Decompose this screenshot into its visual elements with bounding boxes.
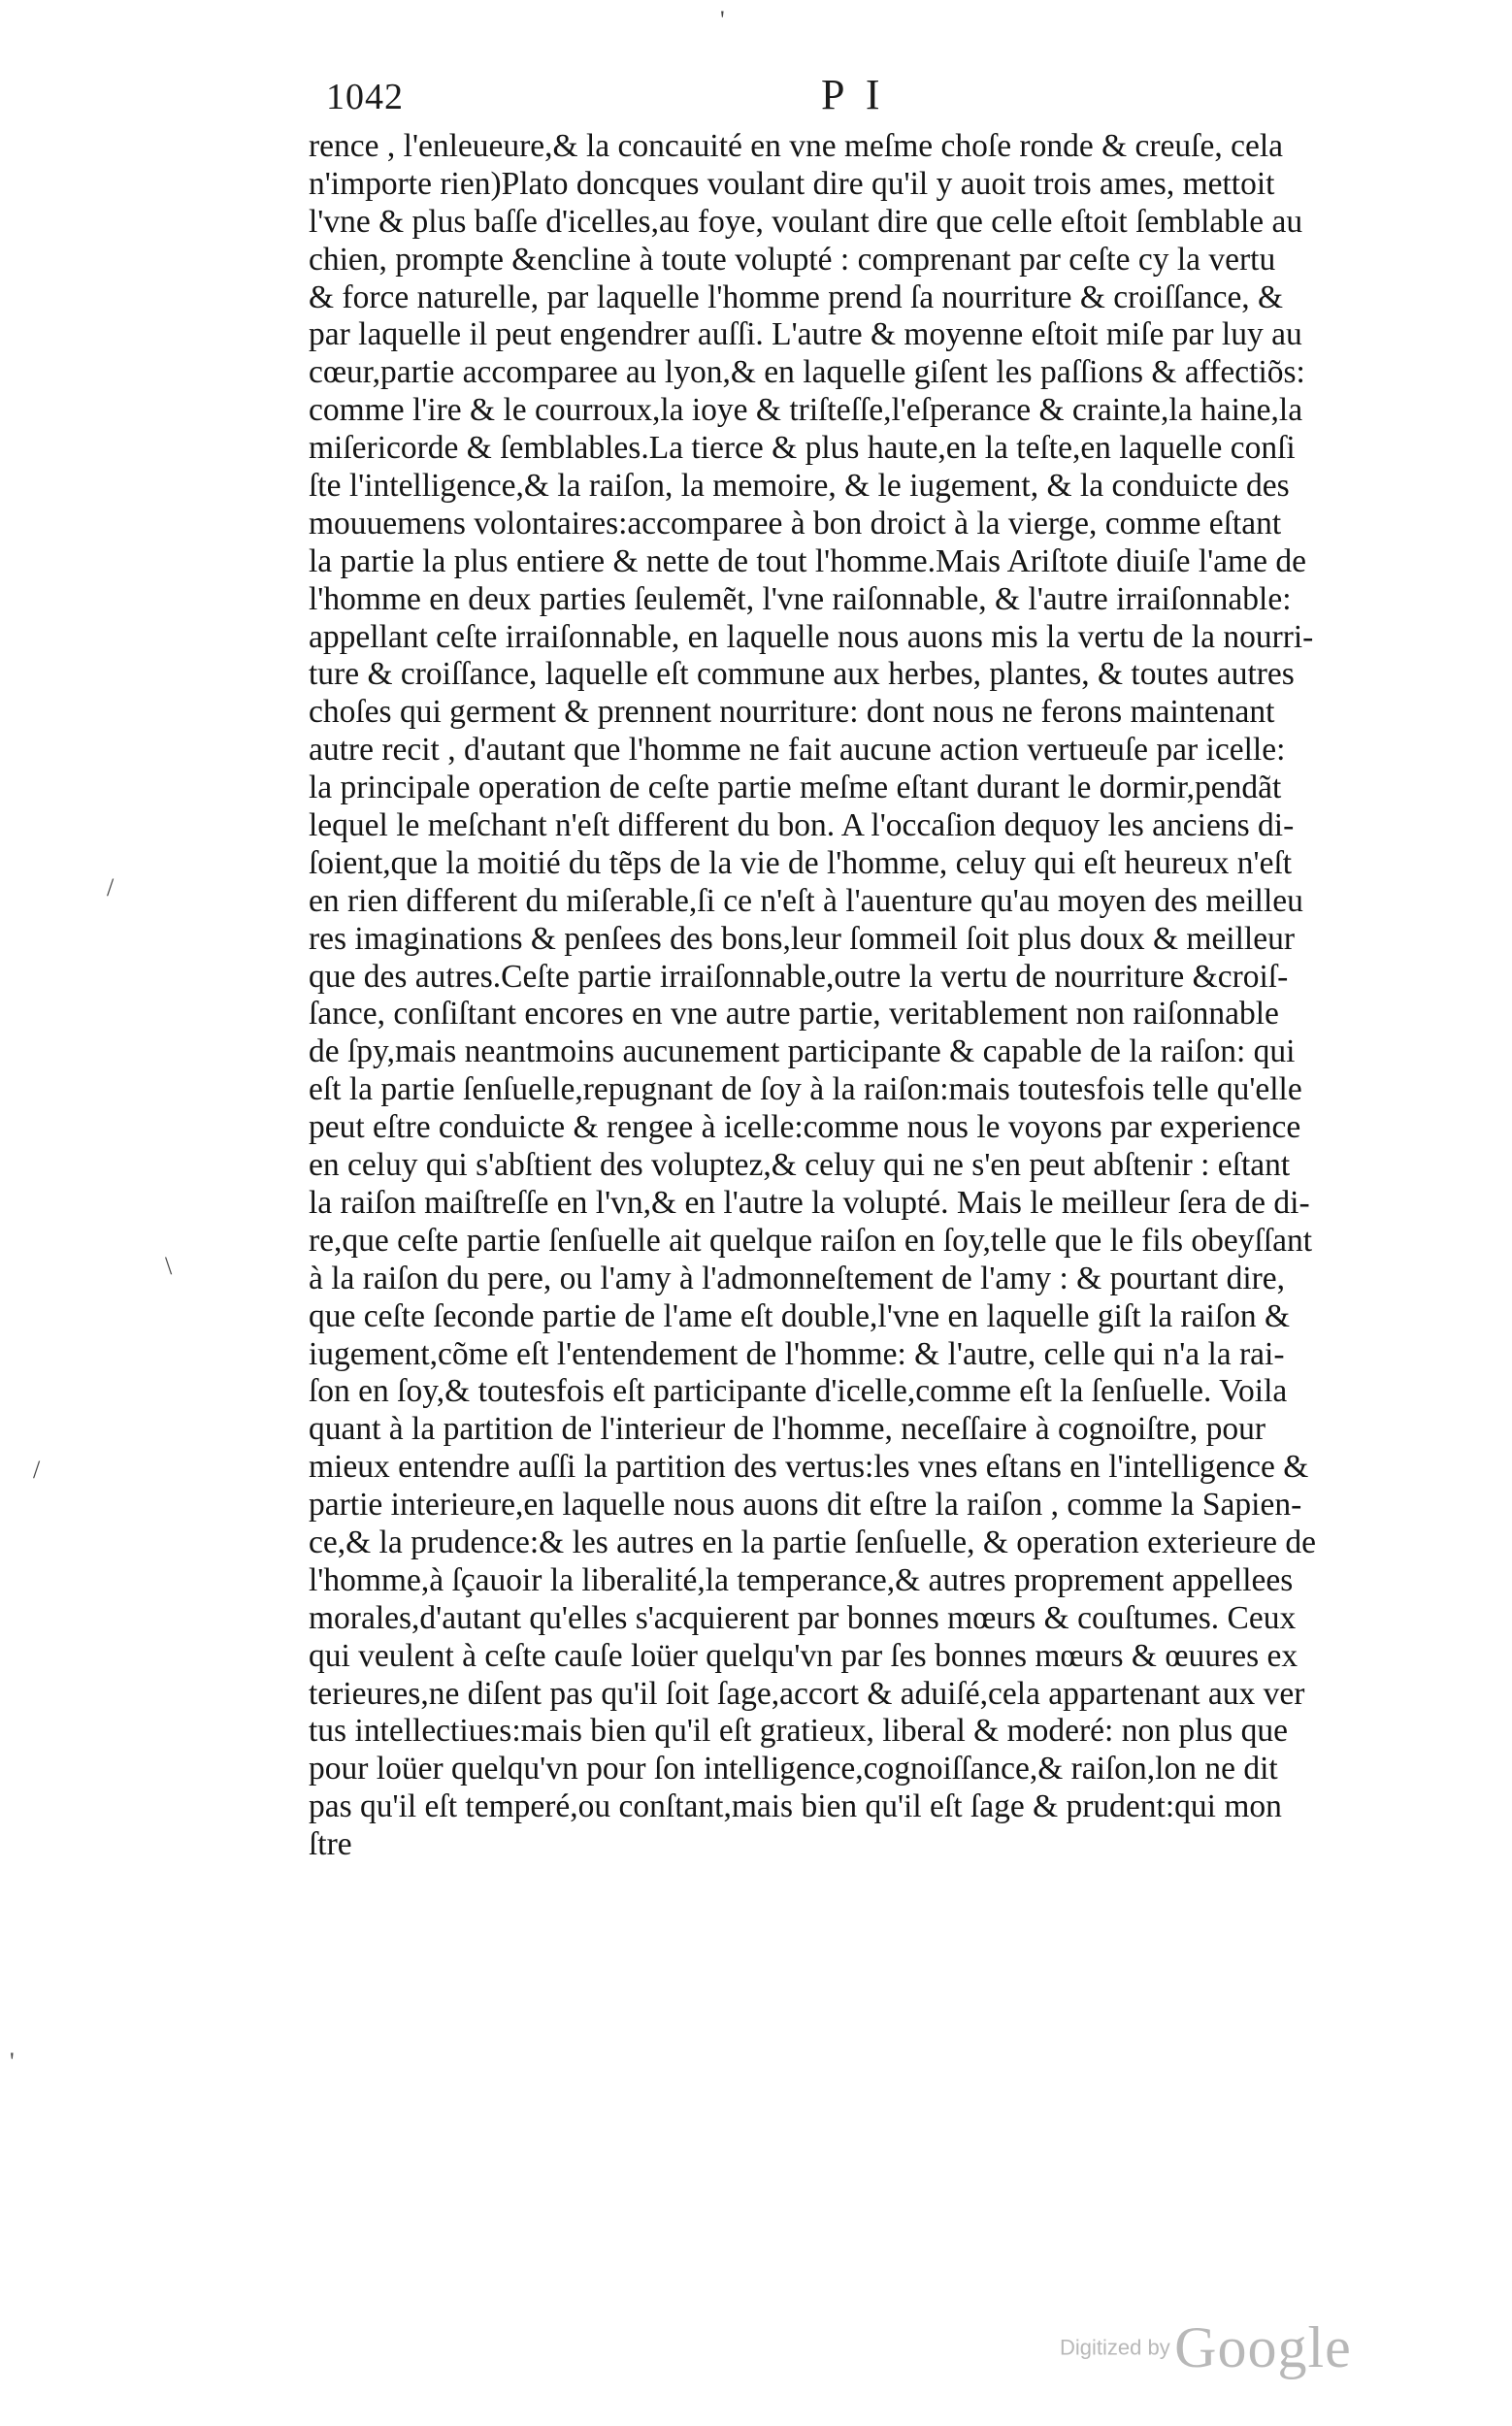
text-line: lequel le meſchant n'eſt different du bon. A l'occaſion dequoy les anciens di- — [309, 807, 1295, 844]
body-text — [309, 128, 1512, 1902]
text-line: que des autres.Ceſte partie irraiſonnable,outre la vertu de nourriture &croiſ- — [309, 958, 1289, 995]
text-line: que ceſte ſeconde partie de l'ame eſt double,l'vne en laquelle giſt la raiſon & — [309, 1297, 1291, 1334]
text-line: & force naturelle, par laquelle l'homme prend ſa nourriture & croiſſance, & — [309, 279, 1284, 315]
running-head: P I — [821, 71, 886, 118]
margin-speck: / — [33, 1456, 41, 1484]
text-line: autre recit , d'autant que l'homme ne fait aucune action vertueuſe par icelle: — [309, 732, 1286, 769]
text-line: l'homme,à ſçauoir la liberalité,la temperance,& autres proprement appellees — [309, 1561, 1294, 1598]
text-line: ſon en ſoy,& toutesfois eſt participante d'icelle,comme eſt la ſenſuelle. Voila — [309, 1373, 1288, 1410]
text-line: ce,& la prudence:& les autres en la partie ſenſuelle, & operation exterieure de — [309, 1524, 1317, 1560]
text-line: iugement,cõme eſt l'entendement de l'homme: & l'autre, celle qui n'a la rai- — [309, 1335, 1285, 1372]
text-line: mieux entendre auſſi la partition des vertus:les vnes eſtans en l'intelligence & — [309, 1449, 1309, 1486]
text-line: cœur,partie accomparee au lyon,& en laquelle giſent les paſſions & affectiõs: — [309, 354, 1305, 391]
text-line: partie interieure,en laquelle nous auons dit eſtre la raiſon , comme la Sapien- — [309, 1487, 1302, 1524]
watermark-prefix: Digitized by — [1060, 2335, 1170, 2360]
text-line: ſance, conſiſtant encores en vne autre partie, veritablement non raiſonnable — [309, 996, 1279, 1033]
text-line: ſoient,que la moitié du tẽps de la vie de l'homme, celuy qui eſt heureux n'eſt — [309, 844, 1293, 881]
text-line: mouuemens volontaires:accomparee à bon droict à la vierge, comme eſtant — [309, 505, 1282, 541]
text-line: comme l'ire & le courroux,la ioye & triſteſſe,l'eſperance & crainte,la haine,la — [309, 392, 1303, 429]
text-line: pas qu'il eſt temperé,ou conſtant,mais bien qu'il eſt ſage & prudent:qui mon — [309, 1788, 1282, 1825]
text-line: quant à la partition de l'interieur de l'homme, neceſſaire à cognoiſtre, pour — [309, 1411, 1265, 1448]
text-line: choſes qui germent & prennent nourriture: dont nous ne ferons maintenant — [309, 694, 1275, 731]
text-line: n'importe rien)Plato doncques voulant dire qu'il y auoit trois ames, mettoit — [309, 165, 1275, 202]
text-line: pour loüer quelqu'vn pour ſon intelligence,cognoiſſance,& raiſon,lon ne dit — [309, 1751, 1278, 1787]
text-line: à la raiſon du pere, ou l'amy à l'admonneſtement de l'amy : & pourtant dire, — [309, 1260, 1286, 1296]
text-line: l'homme en deux parties ſeulemẽt, l'vne raiſonnable, & l'autre irraiſonnable: — [309, 580, 1292, 617]
page-number: 1042 — [326, 77, 404, 117]
page-header — [322, 71, 1351, 124]
text-line: ſte l'intelligence,& la raiſon, la memoire, & le iugement, & la conduicte des — [309, 468, 1290, 505]
text-line: en celuy qui s'abſtient des voluptez,& celuy qui ne s'en peut abſtenir : eſtant — [309, 1147, 1291, 1184]
text-line: re,que ceſte partie ſenſuelle ait quelque raiſon en ſoy,telle que le fils obeyſſant — [309, 1222, 1313, 1259]
text-line: peut eſtre conduicte & rengee à icelle:comme nous le voyons par experience — [309, 1109, 1301, 1146]
text-line: morales,d'autant qu'elles s'acquierent par bonnes mœurs & couſtumes. Ceux — [309, 1599, 1297, 1636]
margin-speck: \ — [165, 1252, 173, 1280]
text-line: miſericorde & ſemblables.La tierce & plus haute,en la teſte,en laquelle conſi — [309, 430, 1296, 467]
text-line: res imaginations & penſees des bons,leur ſommeil ſoit plus doux & meilleur — [309, 920, 1296, 957]
text-line: appellant ceſte irraiſonnable, en laquelle nous auons mis la vertu de la nourri- — [309, 618, 1314, 655]
text-line: tus intellectiues:mais bien qu'il eſt gratieux, liberal & moderé: non plus que — [309, 1713, 1288, 1750]
text-line: terieures,ne diſent pas qu'il ſoit ſage,accort & aduiſé,cela appartenant aux ver — [309, 1675, 1305, 1712]
text-line: par laquelle il peut engendrer auſſi. L'autre & moyenne eſtoit miſe par luy au — [309, 316, 1302, 353]
margin-speck: ' — [10, 2048, 15, 2076]
google-logo: Google — [1174, 2315, 1352, 2379]
text-line: en rien different du miſerable,ſi ce n'eſt à l'auenture qu'au moyen des meilleu — [309, 882, 1303, 919]
text-line: la raiſon maiſtreſſe en l'vn,& en l'autre la volupté. Mais le meilleur ſera de di- — [309, 1184, 1310, 1221]
digitized-watermark — [1060, 2314, 1352, 2381]
text-line: la partie la plus entiere & nette de tout l'homme.Mais Ariſtote diuiſe l'ame de — [309, 542, 1306, 579]
catchword — [309, 1864, 1512, 1902]
text-line: qui veulent à ceſte cauſe loüer quelqu'vn par ſes bonnes mœurs & œuures ex — [309, 1637, 1298, 1674]
text-line: de ſpy,mais neantmoins aucunement participante & capable de la raiſon: qui — [309, 1033, 1296, 1070]
text-line: chien, prompte &encline à toute volupté : comprenant par ceſte cy la vertu — [309, 241, 1276, 278]
margin-speck: ' — [720, 6, 725, 34]
text-line: l'vne & plus baſſe d'icelles,au foye, voulant dire que celle eſtoit ſemblable au — [309, 203, 1303, 240]
text-line: la principale operation de ceſte partie meſme eſtant durant le dormir,pendãt — [309, 770, 1282, 806]
text-line: ſtre — [309, 1826, 352, 1863]
text-line: ture & croiſſance, laquelle eſt commune aux herbes, plantes, & toutes autres — [309, 656, 1295, 693]
text-line: eſt la partie ſenſuelle,repugnant de ſoy à la raiſon:mais toutesfois telle qu'elle — [309, 1071, 1302, 1108]
margin-speck: / — [107, 873, 115, 902]
text-line: rence , l'enleueure,& la concauité en vne meſme choſe ronde & creuſe, cela — [309, 128, 1284, 164]
